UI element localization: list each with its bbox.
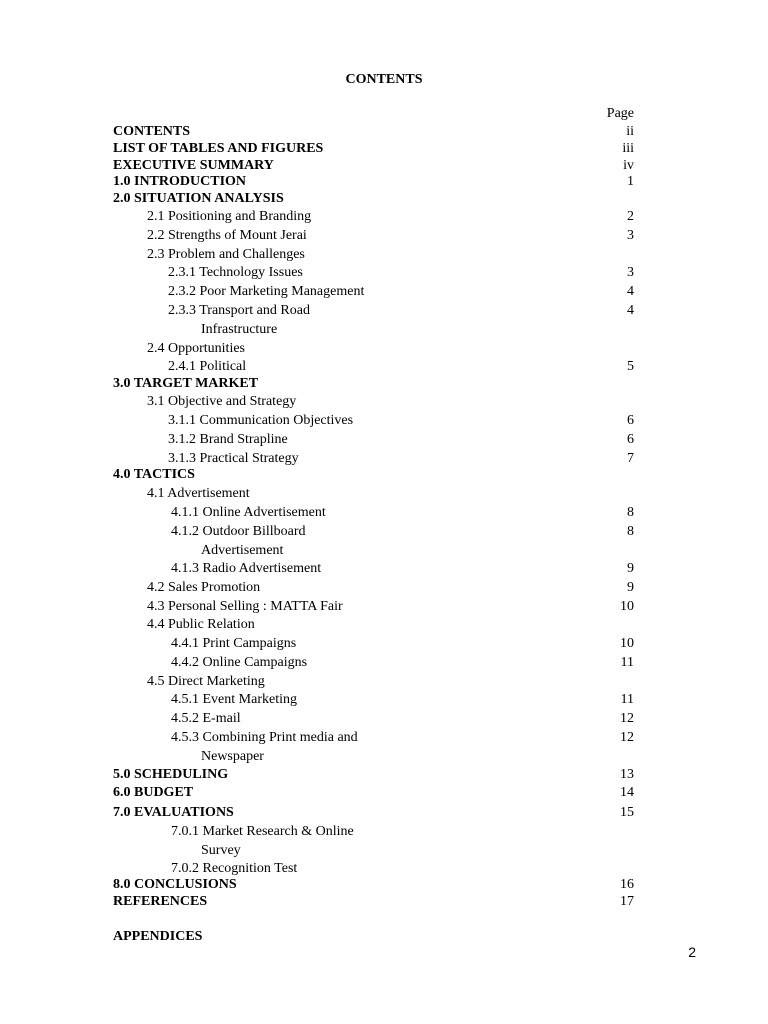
toc-entry xyxy=(0,767,768,785)
toc-entry-title: 4.1.2 Outdoor Billboard xyxy=(171,524,306,539)
toc-entry xyxy=(0,785,768,803)
toc-entry-page: iv xyxy=(623,158,634,173)
toc-entry xyxy=(0,265,768,283)
toc-entry-title: APPENDICES xyxy=(113,929,203,944)
toc-entry-page: 8 xyxy=(627,505,634,520)
toc-entry-title: 4.5.2 E-mail xyxy=(171,711,241,726)
toc-entry xyxy=(0,247,768,265)
toc-entry-page: 5 xyxy=(627,359,634,374)
toc-entry xyxy=(0,929,768,947)
toc-entry xyxy=(0,413,768,431)
toc-entry-page: 14 xyxy=(620,785,634,800)
toc-entry-page: 12 xyxy=(620,711,634,726)
toc-entry xyxy=(0,749,768,767)
toc-entry-page: 4 xyxy=(627,303,634,318)
toc-entry-title: 8.0 CONCLUSIONS xyxy=(113,877,237,892)
toc-entry-page: 1 xyxy=(627,174,634,189)
page-column-label: Page xyxy=(606,106,634,121)
toc-entry-title: 6.0 BUDGET xyxy=(113,785,194,800)
toc-entry-page: 2 xyxy=(627,209,634,224)
toc-entry-title: 4.4.1 Print Campaigns xyxy=(171,636,297,651)
toc-entry-title: 1.0 INTRODUCTION xyxy=(113,174,247,189)
toc-entry-page: 3 xyxy=(627,265,634,280)
toc-entry-title: 7.0.2 Recognition Test xyxy=(171,861,298,876)
toc-entry-title: CONTENTS xyxy=(113,124,191,139)
toc-entry-page: 6 xyxy=(627,413,634,428)
toc-entry xyxy=(0,894,768,912)
toc-entry-page: 9 xyxy=(627,580,634,595)
toc-entry xyxy=(0,580,768,598)
toc-entry-title: 2.3.1 Technology Issues xyxy=(168,265,303,280)
toc-entry-page: 7 xyxy=(627,451,634,466)
toc-entry xyxy=(0,877,768,895)
toc-entry xyxy=(0,322,768,340)
toc-entry-page: 8 xyxy=(627,524,634,539)
toc-entry-page: 16 xyxy=(620,877,634,892)
toc-entry xyxy=(0,486,768,504)
toc-entry-title: 4.0 TACTICS xyxy=(113,467,195,482)
toc-entry-page: iii xyxy=(622,141,634,156)
toc-entry-title: 4.2 Sales Promotion xyxy=(147,580,261,595)
toc-entry-title: 3.1.1 Communication Objectives xyxy=(168,413,354,428)
toc-entry-page: 10 xyxy=(620,636,634,651)
contents-heading: CONTENTS xyxy=(345,72,423,87)
toc-entry-title: 4.5 Direct Marketing xyxy=(147,674,265,689)
toc-entry xyxy=(0,730,768,748)
toc-entry-title: 2.3.2 Poor Marketing Management xyxy=(168,284,365,299)
toc-entry-page: 6 xyxy=(627,432,634,447)
toc-entry-title: 2.3.3 Transport and Road xyxy=(168,303,310,318)
toc-entry-title: 7.0 EVALUATIONS xyxy=(113,805,234,820)
toc-entry-title: 7.0.1 Market Research & Online xyxy=(171,824,354,839)
toc-entry xyxy=(0,359,768,377)
toc-entry xyxy=(0,617,768,635)
toc-entry-title: LIST OF TABLES AND FIGURES xyxy=(113,141,324,156)
toc-entry-page: 17 xyxy=(620,894,634,909)
toc-entry xyxy=(0,284,768,302)
toc-entry xyxy=(0,524,768,542)
toc-entry xyxy=(0,303,768,321)
toc-entry xyxy=(0,674,768,692)
page-number: 2 xyxy=(688,944,696,960)
toc-entry-page: 15 xyxy=(620,805,634,820)
toc-entry-title: 3.1.3 Practical Strategy xyxy=(168,451,299,466)
toc-entry-title: 4.4.2 Online Campaigns xyxy=(171,655,308,670)
toc-entry-title: 4.4 Public Relation xyxy=(147,617,255,632)
toc-entry-title: 4.5.1 Event Marketing xyxy=(171,692,297,707)
toc-entry-title: Newspaper xyxy=(201,749,264,764)
toc-entry xyxy=(0,191,768,209)
toc-entry-page: 9 xyxy=(627,561,634,576)
toc-entry-page: 4 xyxy=(627,284,634,299)
toc-entry xyxy=(0,843,768,861)
toc-entry-page: 13 xyxy=(620,767,634,782)
toc-entry xyxy=(0,467,768,485)
toc-entry-title: 4.5.3 Combining Print media and xyxy=(171,730,358,745)
toc-entry xyxy=(0,209,768,227)
toc-entry xyxy=(0,692,768,710)
toc-entry xyxy=(0,561,768,579)
toc-entry-page: 11 xyxy=(620,655,634,670)
toc-entry-page: 3 xyxy=(627,228,634,243)
toc-entry-title: 2.4 Opportunities xyxy=(147,341,245,356)
toc-entry-title: 4.3 Personal Selling : MATTA Fair xyxy=(147,599,343,614)
toc-entry-title: 2.1 Positioning and Branding xyxy=(147,209,312,224)
toc-entry-title: 5.0 SCHEDULING xyxy=(113,767,229,782)
toc-entry xyxy=(0,543,768,561)
toc-entry-title: 4.1 Advertisement xyxy=(147,486,250,501)
toc-entry xyxy=(0,432,768,450)
toc-entry-page: ii xyxy=(626,124,634,139)
toc-entry xyxy=(0,376,768,394)
toc-entry-title: Advertisement xyxy=(201,543,284,558)
toc-entry xyxy=(0,599,768,617)
toc-entry-page: 10 xyxy=(620,599,634,614)
toc-entry-title: EXECUTIVE SUMMARY xyxy=(113,158,274,173)
toc-entry-title: 4.1.1 Online Advertisement xyxy=(171,505,326,520)
toc-entry-page: 11 xyxy=(620,692,634,707)
toc-entry xyxy=(0,124,768,142)
toc-entry-title: 4.1.3 Radio Advertisement xyxy=(171,561,322,576)
toc-entry-title: REFERENCES xyxy=(113,894,208,909)
toc-entry xyxy=(0,141,768,159)
toc-entry-title: 3.0 TARGET MARKET xyxy=(113,376,259,391)
toc-entry-title: 2.4.1 Political xyxy=(168,359,247,374)
toc-entry xyxy=(0,174,768,192)
toc-entry xyxy=(0,805,768,823)
toc-entry-title: 2.2 Strengths of Mount Jerai xyxy=(147,228,307,243)
toc-entry-title: 3.1.2 Brand Strapline xyxy=(168,432,288,447)
toc-entry-title: 3.1 Objective and Strategy xyxy=(147,394,297,409)
toc-entry-title: 2.0 SITUATION ANALYSIS xyxy=(113,191,284,206)
toc-entry xyxy=(0,505,768,523)
toc-entry-title: Survey xyxy=(201,843,241,858)
toc-entry-page: 12 xyxy=(620,730,634,745)
toc-entry xyxy=(0,824,768,842)
toc-entry xyxy=(0,341,768,359)
toc-entry xyxy=(0,394,768,412)
toc-entry xyxy=(0,636,768,654)
toc-entry xyxy=(0,228,768,246)
toc-entry xyxy=(0,655,768,673)
toc-entry xyxy=(0,711,768,729)
toc-entry-title: 2.3 Problem and Challenges xyxy=(147,247,305,262)
toc-entry-title: Infrastructure xyxy=(201,322,278,337)
